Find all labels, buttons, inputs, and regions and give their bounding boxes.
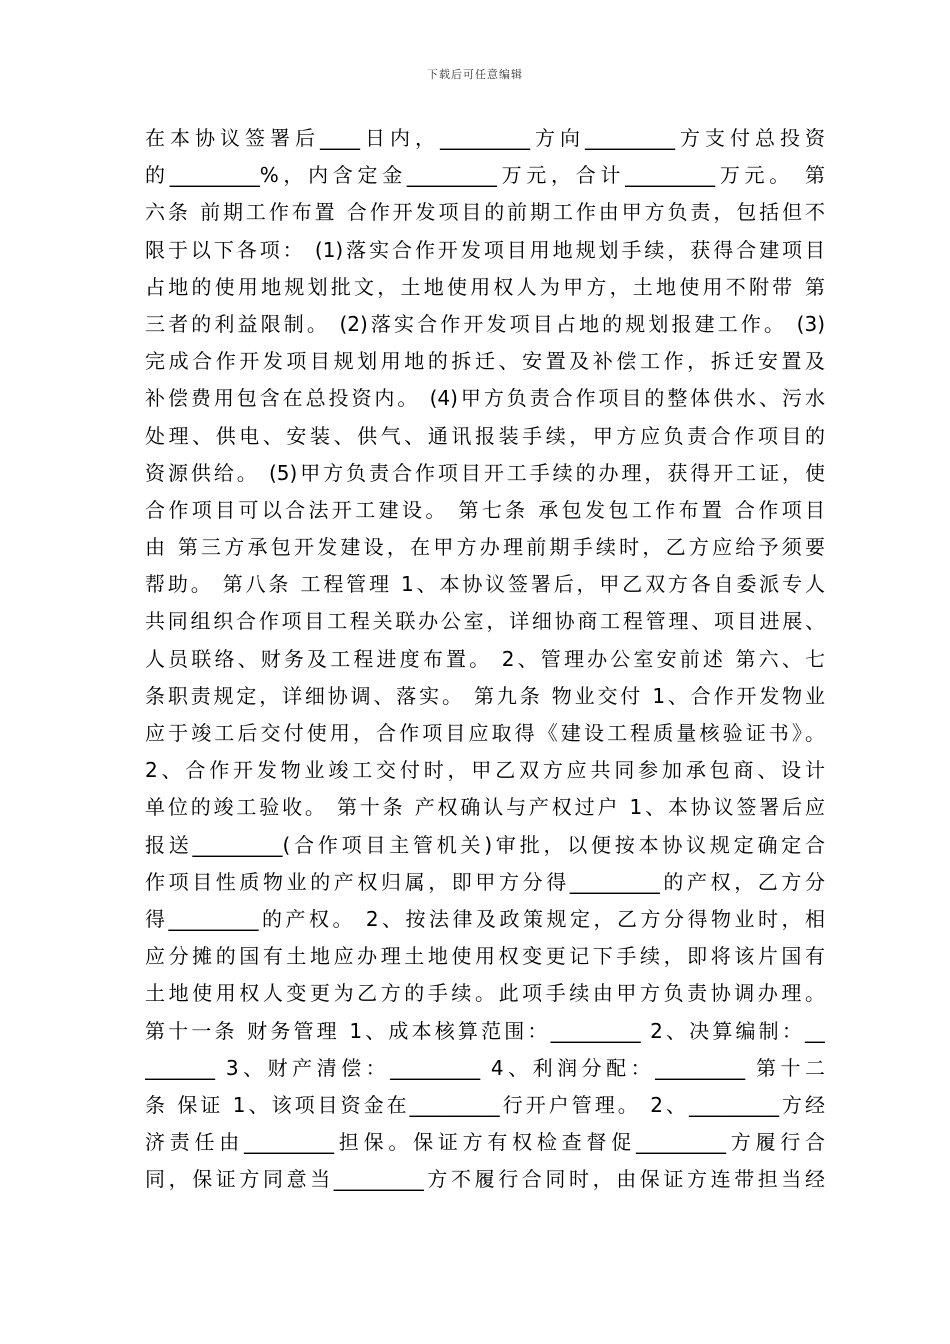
text-line: 处理、供电、安装、供气、通讯报装手续，甲方应负责合作项目的 bbox=[145, 423, 825, 448]
text-line: _______ 3、财产清偿：_________ 4、利润分配：_________ 第十二 bbox=[145, 1055, 825, 1080]
text-line: 补偿费用包含在总投资内。 (4)甲方负责合作项目的整体供水、污水 bbox=[145, 386, 825, 411]
text-line: 由 第三方承包开发建设，在甲方办理前期手续时，乙方应给予须要 bbox=[145, 535, 825, 560]
text-line: 六条 前期工作布置 合作开发项目的前期工作由甲方负责，包括但不 bbox=[145, 200, 825, 225]
text-line: 土地使用权人变更为乙方的手续。此项手续由甲方负责协调办理。 bbox=[145, 981, 825, 1006]
text-line: 济责任由_________担保。保证方有权检查督促_________方履行合 bbox=[145, 1130, 825, 1155]
text-line: 条职责规定，详细协调、落实。 第九条 物业交付 1、合作开发物业 bbox=[145, 683, 825, 708]
text-line: 三者的利益限制。 (2)落实合作开发项目占地的规划报建工作。 (3) bbox=[145, 311, 825, 336]
text-line: 占地的使用地规划批文，土地使用权人为甲方，土地使用不附带 第 bbox=[145, 274, 825, 299]
text-line: 报送_________(合作项目主管机关)审批，以便按本协议规定确定合 bbox=[145, 832, 825, 857]
text-line: 同，保证方同意当_________方不履行合同时，由保证方连带担当经 bbox=[145, 1167, 825, 1192]
text-line: 应分摊的国有土地应办理土地使用权变更记下手续，即将该片国有 bbox=[145, 944, 825, 969]
document-body bbox=[145, 120, 825, 1198]
page-header: 下载后可任意编辑 bbox=[427, 68, 523, 81]
text-line: 完成合作开发项目规划用地的拆迁、安置及补偿工作，拆迁安置及 bbox=[145, 349, 825, 374]
text-line: 2、合作开发物业竣工交付时，甲乙双方应共同参加承包商、设计 bbox=[145, 758, 825, 783]
text-line: 作项目性质物业的产权归属，即甲方分得_________的产权，乙方分 bbox=[145, 869, 825, 894]
text-line: 条 保证 1、该项目资金在_________行开户管理。 2、_________方经 bbox=[145, 1092, 825, 1117]
text-line: 人员联络、财务及工程进度布置。 2、管理办公室安前述 第六、七 bbox=[145, 646, 825, 671]
text-line: 应于竣工后交付使用，合作项目应取得《建设工程质量核验证书》。 bbox=[145, 721, 825, 745]
text-line: 得_________的产权。 2、按法律及政策规定，乙方分得物业时，相 bbox=[145, 906, 825, 931]
text-line: 资源供给。 (5)甲方负责合作项目开工手续的办理，获得开工证，使 bbox=[145, 460, 825, 485]
text-line: 的_________%，内含定金_________万元，合计_________万元。 第 bbox=[145, 163, 825, 188]
text-line: 限于以下各项： (1)落实合作开发项目用地规划手续，获得合建项目 bbox=[145, 237, 825, 262]
text-line: 在本协议签署后____日内，_________方向_________方支付总投资 bbox=[145, 126, 825, 150]
text-line: 合作项目可以合法开工建设。 第七条 承包发包工作布置 合作项目 bbox=[145, 497, 825, 522]
text-line: 帮助。 第八条 工程管理 1、本协议签署后，甲乙双方各自委派专人 bbox=[145, 572, 825, 597]
text-line: 第十一条 财务管理 1、成本核算范围：_________ 2、决算编制：__ bbox=[145, 1018, 825, 1043]
text-line: 单位的竣工验收。 第十条 产权确认与产权过户 1、本协议签署后应 bbox=[145, 795, 825, 820]
text-line: 共同组织合作项目工程关联办公室，详细协商工程管理、项目进展、 bbox=[145, 609, 825, 634]
